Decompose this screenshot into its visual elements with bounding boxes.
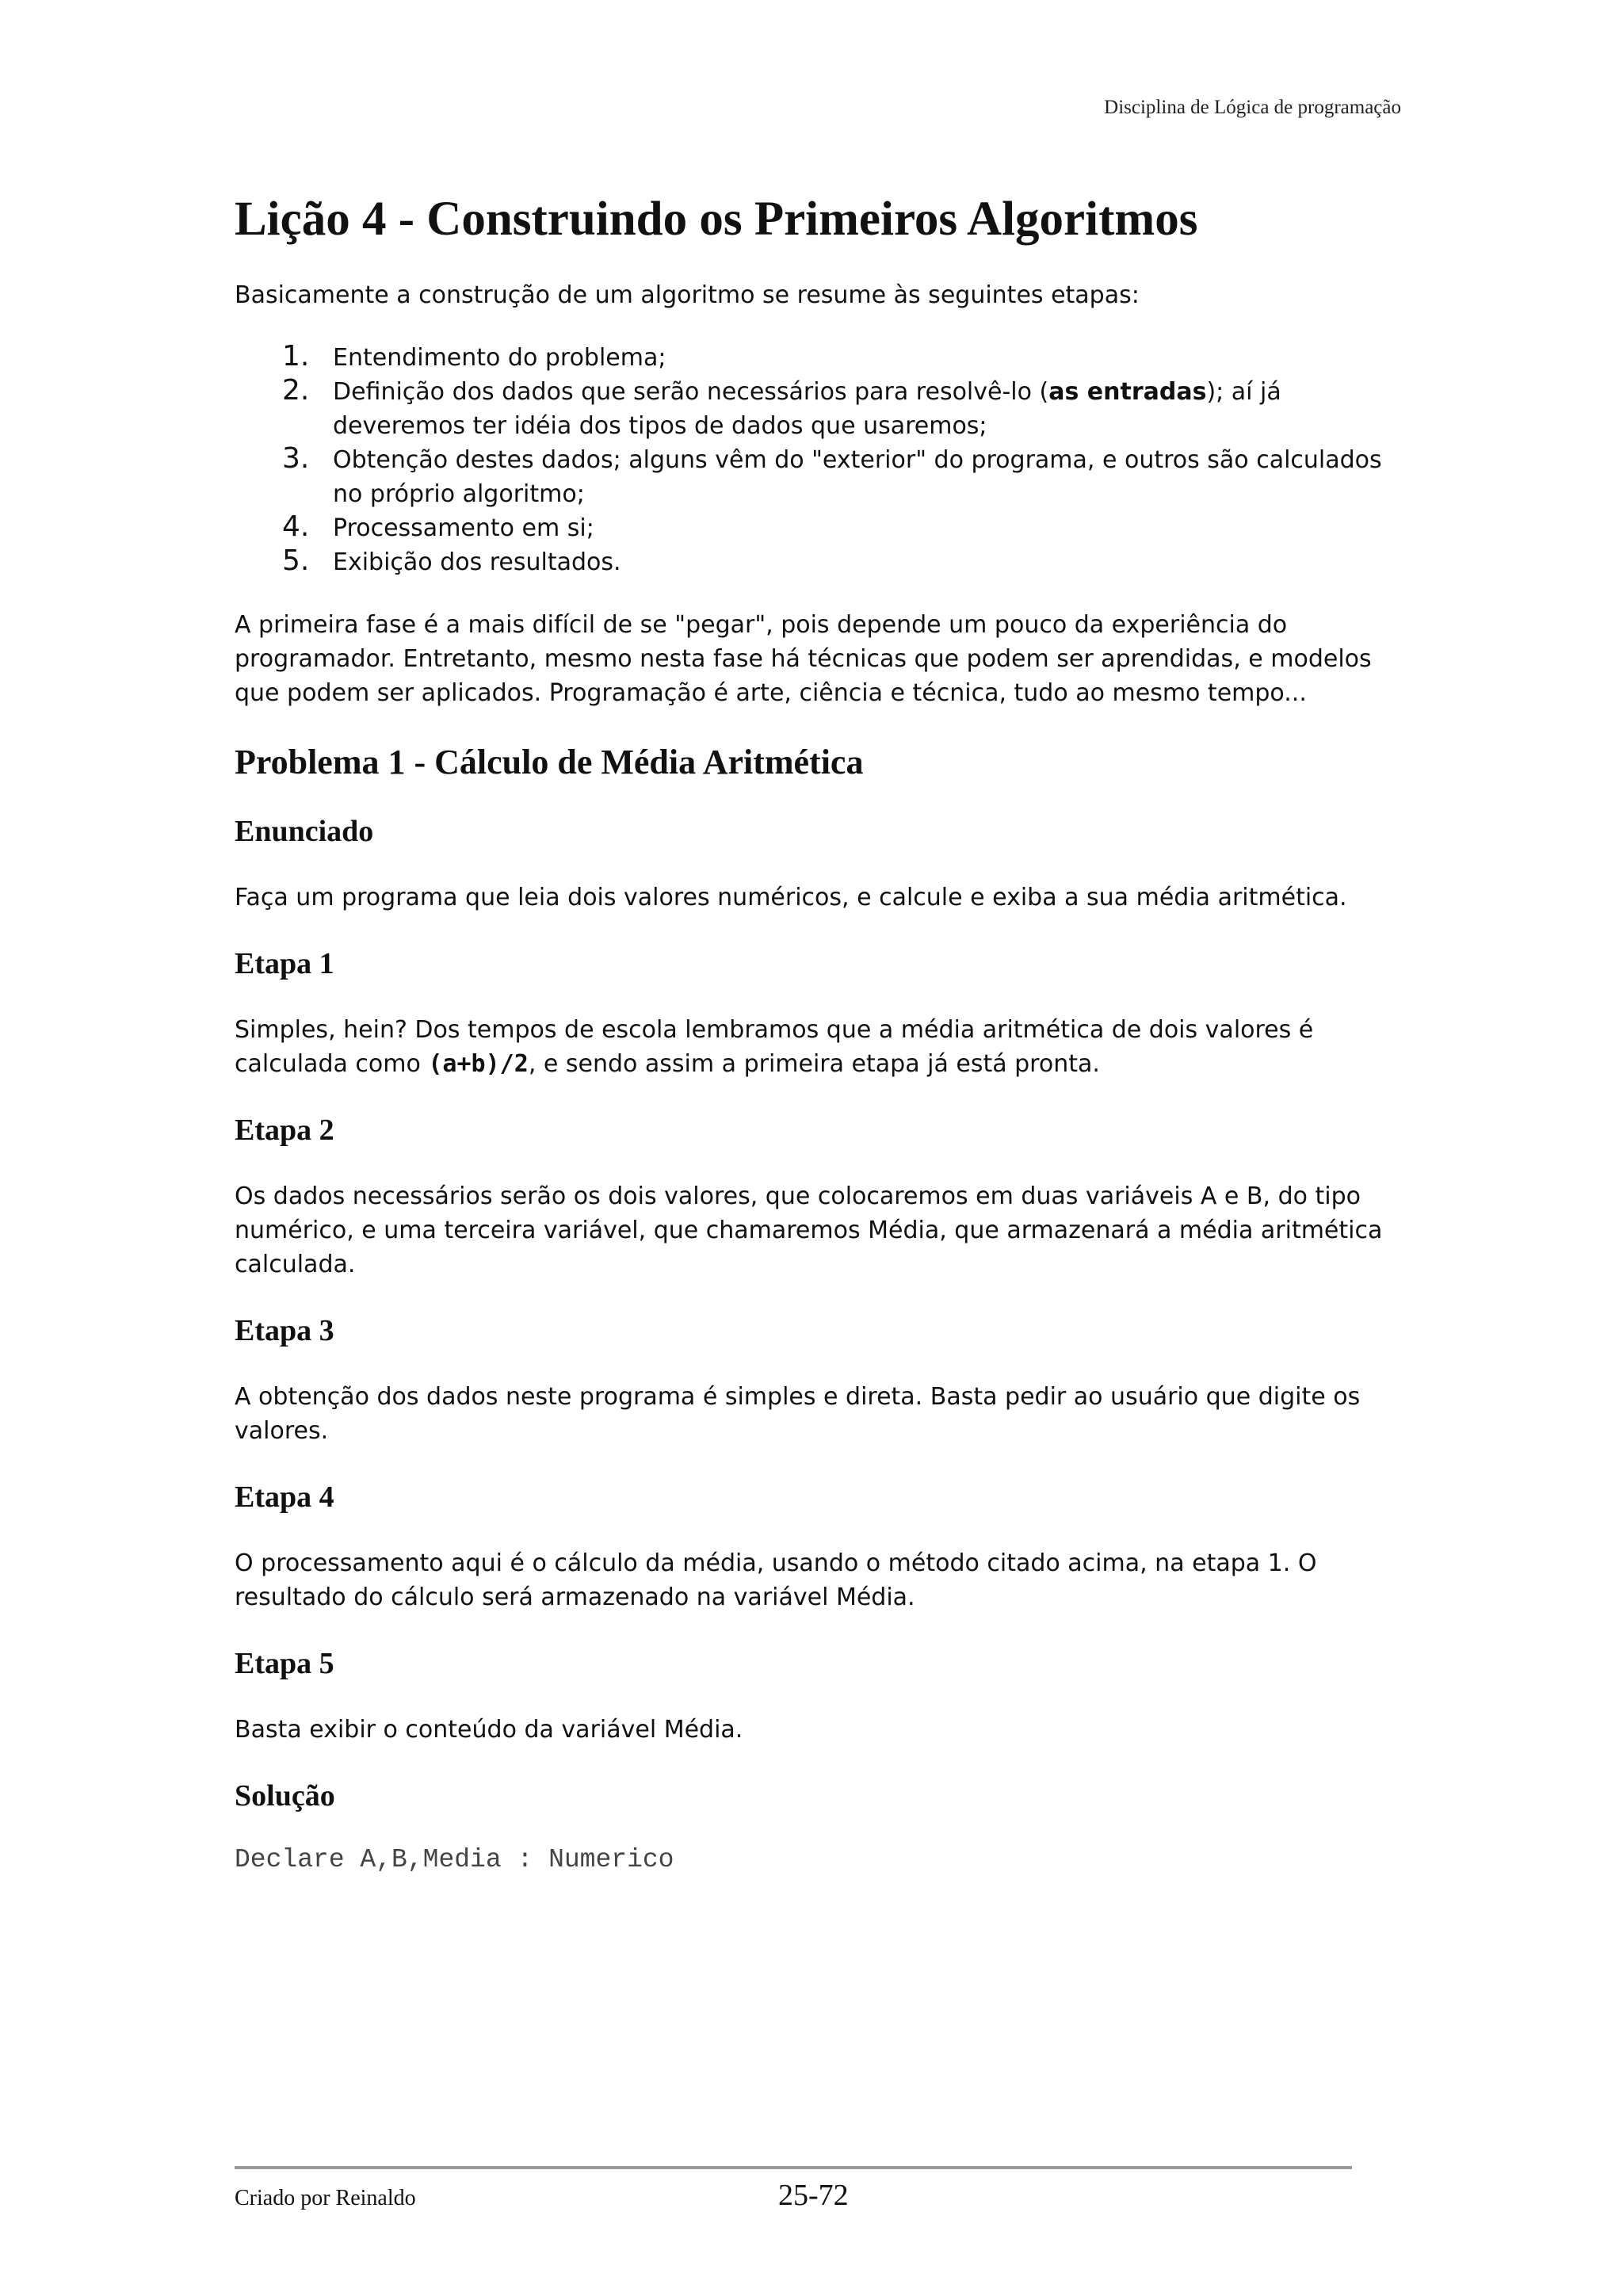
stage-5-text: Basta exibir o conteúdo da variável Média.: [235, 1716, 743, 1744]
statement-text: Faça um programa que leia dois valores numéricos, e calcule e exiba a sua média aritmética.: [235, 884, 1347, 912]
stage-4-text: O processamento aqui é o cálculo da média, usando o método citado acima, na etapa 1. O resultado do cálculo será armazenado na variável Média.: [235, 1549, 1317, 1612]
list-item: [235, 375, 1400, 443]
page-number: 25-72: [778, 2179, 849, 2212]
bold-term: as entradas: [1048, 378, 1207, 407]
formula-code: (a+b)/2: [428, 1050, 529, 1079]
section-heading-solucao: Solução: [235, 1779, 335, 1813]
list-number: 2.: [282, 374, 310, 407]
solution-code: Declare A,B,Media : Numerico: [235, 1845, 674, 1875]
list-item: [235, 443, 1400, 511]
list-number: 1.: [282, 340, 310, 373]
section-heading-enunciado: Enunciado: [235, 815, 374, 849]
problem-title: Problema 1 - Cálculo de Média Aritmética: [235, 743, 864, 782]
stage-2-text: Os dados necessários serão os dois valores, que colocaremos em duas variáveis A e B, do tipo numérico, e uma terceira variável, que chamaremos Média, que armazenará a média aritmética calculada.: [235, 1182, 1383, 1279]
list-item-text: Obtenção destes dados; alguns vêm do "exterior" do programa, e outros são calculados no próprio algoritmo;: [333, 446, 1382, 509]
stage-1-text: [235, 1013, 1400, 1081]
stage-1-text-post: , e sendo assim a primeira etapa já está pronta.: [528, 1050, 1100, 1079]
intro-paragraph: A primeira fase é a mais difícil de se "pegar", pois depende um pouco da experiência do programador. Entretanto, mesmo nesta fase há técnicas que podem ser aprendidas, e modelos que podem ser aplicados. Programação é arte, ciência e técnica, tudo ao mesmo tempo...: [235, 611, 1372, 708]
section-heading-etapa-1: Etapa 1: [235, 947, 334, 981]
page-header: Disciplina de Lógica de programação: [1104, 97, 1401, 118]
list-number: 3.: [282, 442, 310, 476]
list-item-text: Exibição dos resultados.: [333, 548, 621, 577]
list-item-text: Definição dos dados que serão necessários para resolvê-lo (: [333, 378, 1049, 407]
section-heading-etapa-5: Etapa 5: [235, 1647, 334, 1681]
footer-divider: [235, 2166, 1352, 2169]
list-item: [235, 341, 1400, 375]
intro-text: Basicamente a construção de um algoritmo se resume às seguintes etapas:: [235, 281, 1140, 310]
steps-list: [235, 341, 1400, 579]
footer-author: Criado por Reinaldo: [235, 2186, 416, 2210]
section-heading-etapa-3: Etapa 3: [235, 1314, 334, 1348]
list-item-text: ); aí já deveremos ter idéia dos tipos de dados que usaremos;: [333, 378, 1281, 441]
list-item-text: Processamento em si;: [333, 514, 594, 543]
list-number: 4.: [282, 510, 310, 544]
stage-1-text-pre: Simples, hein? Dos tempos de escola lembramos que a média aritmética de dois valores é calculada como: [235, 1016, 1314, 1079]
section-heading-etapa-4: Etapa 4: [235, 1480, 334, 1515]
stage-3-text: A obtenção dos dados neste programa é simples e direta. Basta pedir ao usuário que digite os valores.: [235, 1383, 1361, 1446]
section-heading-etapa-2: Etapa 2: [235, 1114, 334, 1148]
list-item: [235, 545, 1400, 579]
list-item-text: Entendimento do problema;: [333, 344, 666, 372]
list-number: 5.: [282, 544, 310, 578]
lesson-title: Lição 4 - Construindo os Primeiros Algoritmos: [235, 193, 1198, 246]
list-item: [235, 511, 1400, 545]
document-body: [235, 190, 1400, 1874]
